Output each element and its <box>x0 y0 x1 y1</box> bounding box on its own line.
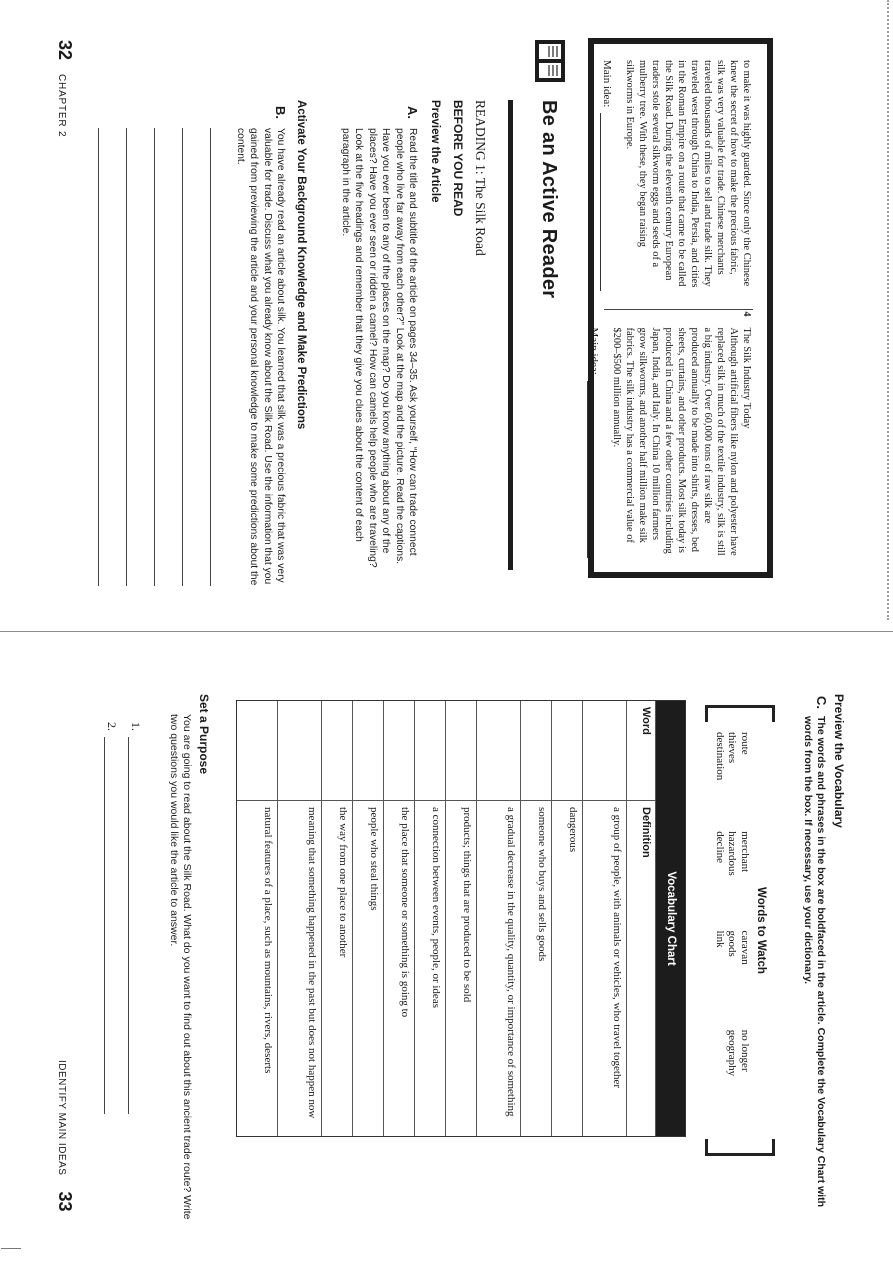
word-item: merchant <box>739 831 751 873</box>
section-divider <box>508 100 513 570</box>
word-blank[interactable] <box>278 701 321 801</box>
vocabulary-chart-header <box>627 701 656 1136</box>
open-book-icon <box>531 38 571 84</box>
word-item: thieves <box>726 732 739 764</box>
exercise-c-text: The words and phrases in the box are boldfaced in the article. Complete the Vocabulary Chart with words from the box. If necessary, use your dictionary. <box>802 716 827 1208</box>
vocab-row <box>278 701 322 1136</box>
words-to-watch-title: Words to Watch <box>755 887 767 974</box>
page-number-right: 33 <box>55 1191 75 1212</box>
section-title: Be an Active Reader <box>538 100 560 299</box>
word-item: destination <box>714 732 726 781</box>
answer-line[interactable] <box>98 128 126 586</box>
question-1-field[interactable]: 1. <box>128 722 143 1114</box>
paragraph-4-text: Although artificial fibers like nylon and polyester have replaced silk in much of the textile industry, silk is still a big industry. Over 60,000 tons of raw silk are produced annually to be made into shirts, dresses, bed sheets, curtains, and other products. Most silk today is produced in China and a few other countries including Japan, India, and Italy. In China 10 million farmers grow silkworms, and another half million make silk fabrics. The silk industry has a commercial value of $200–$500 million annually. <box>611 327 739 556</box>
definition-text: dangerous <box>567 807 579 853</box>
main-idea-field-3[interactable]: Main idea: <box>600 60 613 291</box>
vocab-row <box>384 701 415 1136</box>
word-blank[interactable] <box>237 701 277 801</box>
vocab-row <box>477 701 521 1136</box>
word-blank[interactable] <box>353 701 383 801</box>
vocabulary-chart-title: Vocabulary Chart <box>656 701 685 1136</box>
definition-column-header: Definition <box>640 807 652 858</box>
answer-line[interactable] <box>154 128 182 586</box>
word-column-header: Word <box>627 701 655 801</box>
set-purpose-text: You are going to read about the Silk Road. What do you want to find out about this ancient trade route? Write two questions you would like the article to answer. <box>168 714 193 1220</box>
question-2-field[interactable]: 2. <box>104 722 119 1114</box>
words-to-watch-list <box>714 708 756 1153</box>
exercise-b-text: You have already read an article about silk. You learned that silk was a precious fabric that was very valuable for trade. Discuss what you already know about the Silk Road. Use the information that you gained from previewing the article and your personal knowledge to make some predictions about the content. <box>234 128 286 586</box>
word-blank[interactable] <box>521 701 551 801</box>
exercise-a-text: Read the title and subtitle of the article on pages 34–35. Ask yourself, “How can trade connect people who live far away from each other?” Look at the map and the picture. Read the captions. Have you ever been to any of the places on the map? Do you know anything about any of the places? Have you ever seen or ridden a camel? How can camels help people who are traveling? Look at the five headings and remember that they give you clues about the content of each paragraph in the article. <box>339 128 418 568</box>
page-spine <box>0 631 893 632</box>
vocab-row <box>353 701 384 1136</box>
reading-column-2 <box>588 310 753 559</box>
exercise-b-letter: B. <box>273 106 288 119</box>
vocab-row <box>521 701 552 1136</box>
definition-text: products; things that are produced to be sold <box>461 807 473 1003</box>
word-blank[interactable] <box>415 701 445 801</box>
word-item: route <box>739 732 751 755</box>
vocabulary-chart <box>236 700 686 1137</box>
preview-vocabulary-heading: Preview the Vocabulary <box>832 694 846 828</box>
vocab-row <box>446 701 477 1136</box>
before-you-read-heading: BEFORE YOU READ <box>451 100 465 217</box>
definition-text: a connection between events, people, or ideas <box>430 807 442 1008</box>
main-idea-field-4[interactable]: Main idea: <box>587 328 600 559</box>
exercise-a-letter: A. <box>405 106 420 119</box>
paragraph-4-heading: The Silk Industry Today <box>741 327 752 429</box>
exercise-c-letter: C. <box>814 696 829 709</box>
word-item: hazardous <box>726 831 739 876</box>
answer-line[interactable] <box>126 128 154 586</box>
vocab-row <box>552 701 583 1136</box>
words-to-watch-box <box>705 705 775 1156</box>
vocab-row <box>583 701 627 1136</box>
answer-line[interactable] <box>210 128 238 586</box>
word-blank[interactable] <box>322 701 352 801</box>
prediction-lines <box>98 128 238 586</box>
vocab-row <box>237 701 278 1136</box>
definition-text: people who steal things <box>368 807 380 911</box>
word-item: geography <box>726 1029 739 1077</box>
word-blank[interactable] <box>583 701 626 801</box>
definition-text: natural features of a place, such as mountains, rivers, deserts <box>262 807 274 1074</box>
chapter-label: CHAPTER 2 <box>56 74 67 138</box>
page-number-left: 32 <box>55 40 75 61</box>
word-blank[interactable] <box>552 701 582 801</box>
word-item: goods <box>726 930 739 957</box>
reading-title: READING 1: The Silk Road <box>473 100 488 256</box>
definition-text: a group of people, with animals or vehicles, who travel together <box>611 807 623 1089</box>
paragraph-number: 4 <box>741 311 752 317</box>
definition-text: a gradual decrease in the quality, quantity, or importance of something <box>505 807 517 1117</box>
set-purpose-heading: Set a Purpose <box>197 694 211 775</box>
preview-article-heading: Preview the Article <box>429 100 441 203</box>
reading-continuation-box <box>588 38 773 578</box>
definition-text: the place that someone or something is going to <box>399 807 411 1018</box>
vocab-row <box>415 701 446 1136</box>
perforation-edge <box>887 0 889 620</box>
right-footer <box>54 1060 75 1211</box>
section-footer-label: IDENTIFY MAIN IDEAS <box>56 1060 67 1176</box>
reading-column-1 <box>601 60 753 310</box>
definition-text: someone who buys and sells goods <box>536 807 548 962</box>
word-item: no longer <box>739 1029 751 1072</box>
definition-text: meaning that something happened in the past but does not happen now <box>306 807 318 1119</box>
definition-text: the way from one place to another <box>337 807 349 958</box>
left-footer <box>54 40 75 137</box>
word-item: link <box>714 930 726 948</box>
answer-line[interactable] <box>182 128 210 586</box>
word-item: decline <box>714 831 726 864</box>
word-blank[interactable] <box>384 701 414 801</box>
word-item: caravan <box>739 930 751 965</box>
paragraph-3-text: to make it was highly guarded. Since only the Chinese knew the secret of how to make the precious fabric, silk was very valuable for trade. Chinese merchants traveled thousands of miles to sell and trade silk. They traveled west through China to India, Persia, and cities in the Roman Empire on a route that came to be called the Silk Road. During the eleventh century European traders stole several silkworm eggs and seeds of a mulberry tree. With these, they began raising silkworms in Europe. <box>624 60 752 288</box>
vocab-row <box>322 701 353 1136</box>
binding-mark <box>1 1248 21 1249</box>
activate-knowledge-heading: Activate Your Background Knowledge and Make Predictions <box>295 100 307 430</box>
word-blank[interactable] <box>446 701 476 801</box>
word-blank[interactable] <box>477 701 520 801</box>
